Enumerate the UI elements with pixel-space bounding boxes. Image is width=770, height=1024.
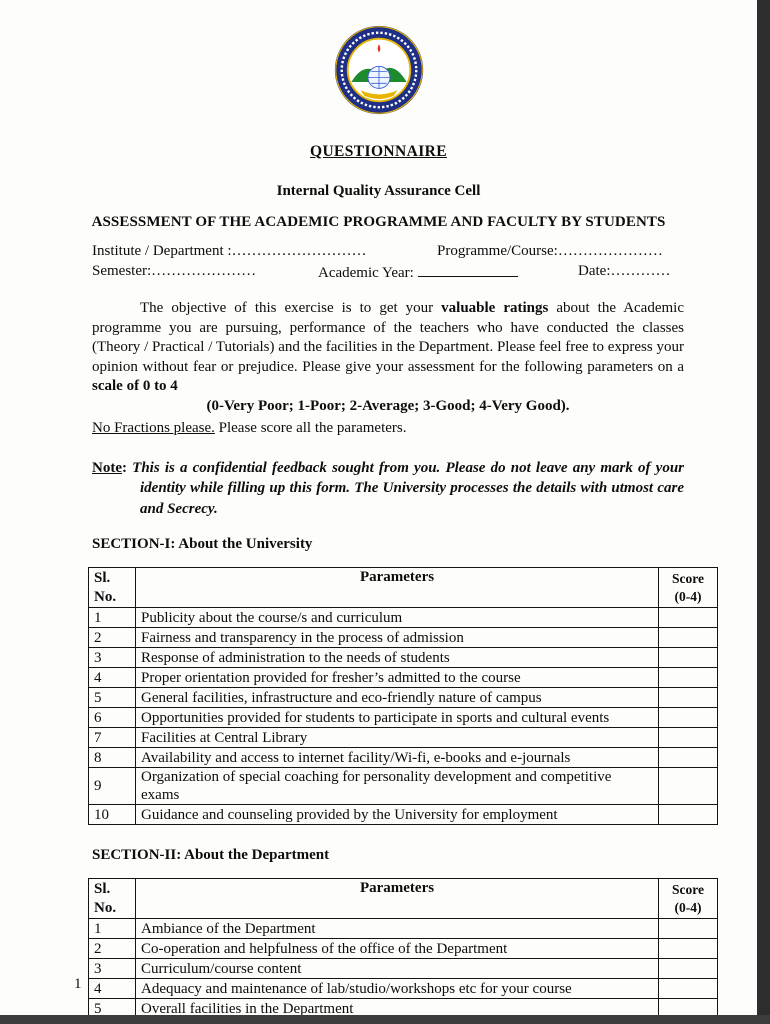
subtitle: Internal Quality Assurance Cell [276,183,481,199]
programme-course-field[interactable]: Programme/Course:………………… [437,243,663,259]
table-row [89,688,718,708]
parameter-cell: Facilities at Central Library [136,728,659,748]
form-line-1 [92,243,684,263]
logo-container [0,24,757,116]
sl-no-cell: 1 [89,919,136,939]
score-input-cell[interactable] [659,959,718,979]
header-score-line2: (0-4) [674,900,702,915]
table-row [89,768,718,805]
sl-no-cell: 10 [89,805,136,825]
academic-year-label: Academic Year: [318,265,414,281]
header-sl-line2: No. [94,589,117,605]
header-score-line1: Score [672,882,704,897]
score-input-cell[interactable] [659,919,718,939]
table-row [89,668,718,688]
university-logo [333,24,425,116]
sl-no-cell: 7 [89,728,136,748]
assessment-heading: ASSESSMENT OF THE ACADEMIC PROGRAMME AND FACULTY BY STUDENTS [91,214,666,230]
header-score [659,879,718,919]
page-number: 1 [74,976,82,992]
sl-no-cell: 5 [89,999,136,1016]
table-row [89,648,718,668]
score-input-cell[interactable] [659,728,718,748]
sl-no-cell: 8 [89,748,136,768]
page-title [0,143,757,161]
section2-table [88,878,718,1015]
section2-title: SECTION-II: About the Department [92,847,330,863]
no-fractions-line [92,420,684,437]
header-sl-line1: Sl. [94,881,111,897]
header-sl-no [89,879,136,919]
sl-no-cell: 4 [89,668,136,688]
table-row [89,628,718,648]
parameter-cell: Guidance and counseling provided by the University for employment [136,805,659,825]
parameter-cell: Organization of special coaching for personality development and competitive exams [136,768,659,805]
table-row [89,939,718,959]
parameter-cell: Fairness and transparency in the process of admission [136,628,659,648]
score-input-cell[interactable] [659,939,718,959]
parameter-cell: Overall facilities in the Department [136,999,659,1016]
table-header-row [89,879,718,919]
sl-no-cell: 2 [89,939,136,959]
table-row [89,805,718,825]
form-line-2 [92,263,684,283]
parameter-cell: Ambiance of the Department [136,919,659,939]
table-row [89,979,718,999]
parameter-cell: General facilities, infrastructure and eco-friendly nature of campus [136,688,659,708]
parameter-cell: Co-operation and helpfulness of the office of the Department [136,939,659,959]
score-input-cell[interactable] [659,688,718,708]
table-row [89,959,718,979]
header-sl-line1: Sl. [94,570,111,586]
sl-no-cell: 2 [89,628,136,648]
semester-field[interactable]: Semester:………………… [92,263,257,279]
note-separator: : [122,459,133,476]
header-parameters: Parameters [136,568,659,608]
section1-title: SECTION-I: About the University [92,536,313,552]
intro-text-2: about the Academic programme you are pursuing, performance of the teachers who have conducted the classes (Theory / Practical / Tutorials) and the facilities in the Department. Please feel free to express your opinion without fear or prejudice. Please give your assessment for the following parameters on a [92,300,684,375]
score-input-cell[interactable] [659,648,718,668]
parameter-cell: Proper orientation provided for fresher’s admitted to the course [136,668,659,688]
sl-no-cell: 1 [89,608,136,628]
parameter-cell: Publicity about the course/s and curriculum [136,608,659,628]
table-row [89,999,718,1016]
sl-no-cell: 9 [89,768,136,805]
header-sl-line2: No. [94,900,117,916]
date-field[interactable]: Date:………… [578,263,671,279]
table-row [89,608,718,628]
sl-no-cell: 3 [89,959,136,979]
intro-paragraph [92,299,684,397]
table-row [89,728,718,748]
score-input-cell[interactable] [659,999,718,1016]
institute-department-field[interactable]: Institute / Department :……………………… [92,243,367,259]
table-header-row [89,568,718,608]
header-parameters: Parameters [136,879,659,919]
section1-table [88,567,718,825]
page-title-text: QUESTIONNAIRE [310,143,447,160]
score-input-cell[interactable] [659,628,718,648]
score-input-cell[interactable] [659,608,718,628]
academic-year-field [318,263,518,282]
note-text: This is a confidential feedback sought from you. Please do not leave any mark of your identity while filling up this form. The University processes the details with utmost care and Secrecy. [132,459,684,517]
parameter-cell: Availability and access to internet facility/Wi-fi, e-books and e-journals [136,748,659,768]
form-fields [92,243,684,283]
header-score-line2: (0-4) [674,589,702,604]
sl-no-cell: 3 [89,648,136,668]
parameter-cell: Adequacy and maintenance of lab/studio/workshops etc for your course [136,979,659,999]
sl-no-cell: 5 [89,688,136,708]
note-label: Note [92,459,122,476]
header-score [659,568,718,608]
score-input-cell[interactable] [659,979,718,999]
table-row [89,708,718,728]
parameter-cell: Response of administration to the needs of students [136,648,659,668]
intro-bold-valuable-ratings: valuable ratings [441,300,549,316]
score-input-cell[interactable] [659,668,718,688]
header-sl-no [89,568,136,608]
score-input-cell[interactable] [659,805,718,825]
intro-text-1: The objective of this exercise is to get your [140,300,442,316]
no-fractions-underlined: No Fractions please. [92,419,215,436]
score-input-cell[interactable] [659,748,718,768]
note-paragraph [92,458,684,520]
academic-year-blank[interactable] [418,263,518,277]
score-input-cell[interactable] [659,768,718,805]
parameter-cell: Curriculum/course content [136,959,659,979]
sl-no-cell: 4 [89,979,136,999]
no-fractions-rest: Please score all the parameters. [214,419,407,436]
intro-bold-scale: scale of 0 to 4 [92,378,178,394]
parameter-cell: Opportunities provided for students to participate in sports and cultural events [136,708,659,728]
table-row [89,748,718,768]
score-input-cell[interactable] [659,708,718,728]
header-score-line1: Score [672,571,704,586]
scan-edge-bottom [0,1015,770,1024]
table-row [89,919,718,939]
scan-edge-right [757,0,770,1024]
sl-no-cell: 6 [89,708,136,728]
rating-scale-line: (0-Very Poor; 1-Poor; 2-Average; 3-Good; 4-Very Good). [206,397,570,414]
